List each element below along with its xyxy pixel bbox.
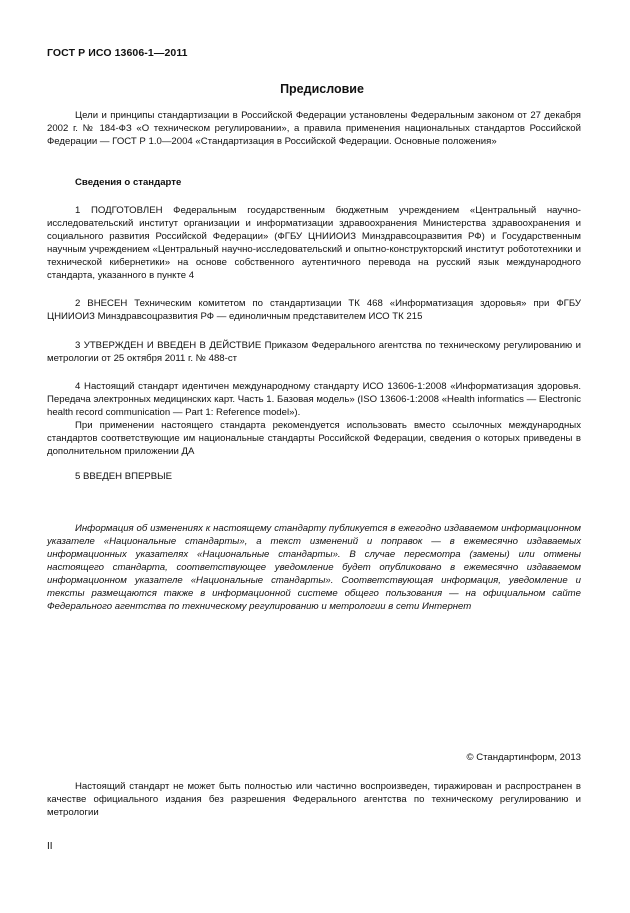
document-header: ГОСТ Р ИСО 13606-1—2011 (47, 47, 188, 59)
section-title: Сведения о стандарте (75, 177, 182, 188)
info-notice: Информация об изменениях к настоящему стандарту публикуется в ежегодно издаваемом информационном указателе «Национальные стандарты», а текст изменений и поправок — в ежемесячно издаваемых информационных указателях «Национальные стандарты». В случае пересмотра (замены) или отмены настоящего стандарта, соответствующее уведомление будет опубликовано в ежемесячно издаваемом информационном указателе «Национальные стандарты». Соответствующая информация, уведомление и тексты размещаются также в информационной системе общего пользования — на официальном сайте Федерального агентства по техническому регулированию и метрологии в сети Интернет (47, 523, 581, 612)
item-1-paragraph: 1 ПОДГОТОВЛЕН Федеральным государственным бюджетным учреждением «Центральный научно-исследовательский институт организации и информатизации здравоохранения Министерства здравоохранения и социального развития Российской Федерации» (ФГБУ ЦНИИОИЗ Минздравсоцразвития РФ) и Государственным научным учреждением «Центральный научно-исследовательский и опытно-конструкторский институт робототехники и технической кибернетики» на основе собственного аутентичного перевода на русский язык международного стандарта, указанного в пункте 4 (47, 205, 581, 281)
item-4-paragraph: 4 Настоящий стандарт идентичен международному стандарту ИСО 13606-1:2008 «Информатизация здоровья. Передача электронных медицинских карт. Часть 1. Базовая модель» (ISO 13606-1:2008 «Health informatics — Electronic health record communication — Part 1: Reference model»). (47, 381, 581, 418)
page-title: Предисловие (280, 82, 364, 96)
item-3-paragraph: 3 УТВЕРЖДЕН И ВВЕДЕН В ДЕЙСТВИЕ Приказом Федерального агентства по техническому регулированию и метрологии от 25 октября 2011 г. № 488-ст (47, 340, 581, 364)
reproduction-notice: Настоящий стандарт не может быть полностью или частично воспроизведен, тиражирован и распространен в качестве официального издания без разрешения Федерального агентства по техническому регулированию и метрологии (47, 781, 581, 818)
intro-paragraph: Цели и принципы стандартизации в Российской Федерации установлены Федеральным законом от 27 декабря 2002 г. № 184-ФЗ «О техническом регулировании», а правила применения национальных стандартов Российской Федерации — ГОСТ Р 1.0—2004 «Стандартизация в Российской Федерации. Основные положения» (47, 110, 581, 147)
item-4-note: При применении настоящего стандарта рекомендуется использовать вместо ссылочных международных стандартов соответствующие им национальные стандарты Российской Федерации, сведения о которых приведены в дополнительном приложении ДА (47, 420, 581, 457)
item-5-paragraph: 5 ВВЕДЕН ВПЕРВЫЕ (75, 471, 173, 482)
item-2-paragraph: 2 ВНЕСЕН Техническим комитетом по стандартизации ТК 468 «Информатизация здоровья» при ФГБУ ЦНИИОИЗ Минздравсоцразвития РФ — единоличным представителем ИСО ТК 215 (47, 298, 581, 322)
copyright-line: © Стандартинформ, 2013 (466, 752, 581, 763)
item-4-section (47, 380, 581, 458)
page-number: II (47, 841, 53, 852)
